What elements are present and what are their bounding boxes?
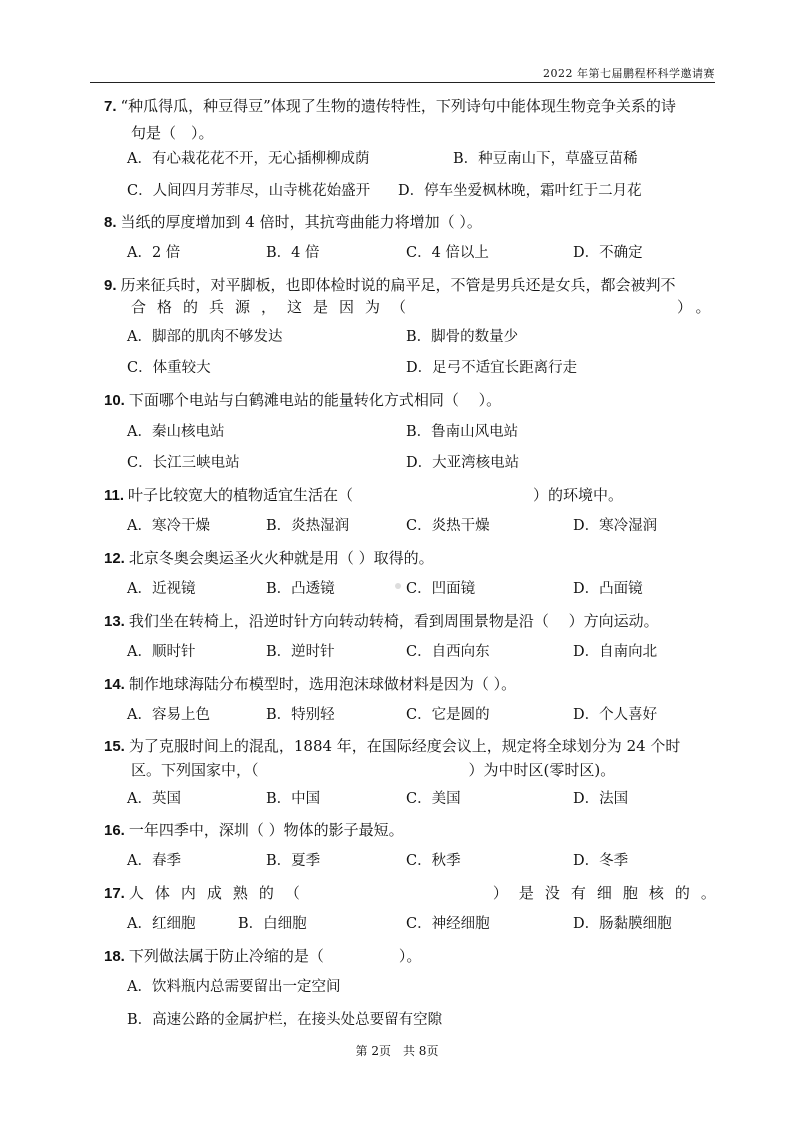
question-text: 制作地球海陆分布模型时，选用泡沫球做材料是因为（ ）。 (128, 675, 517, 693)
option-7c: C．人间四月芳菲尽，山寺桃花始盛开 (127, 183, 371, 199)
scan-speck (395, 583, 401, 589)
question-text: 人体内成熟的（ ）是没有细胞核的。 (128, 884, 727, 902)
option-10a: A．秦山核电站 (127, 424, 225, 440)
question-15-continuation: 区。下列国家中，（ ）为中时区(零时区)。 (131, 761, 616, 779)
option-17a: A．红细胞 (127, 916, 196, 932)
question-9-continuation: 合格的兵源，这是因为（ ）。 (131, 298, 722, 316)
question-17-stem (104, 879, 727, 908)
option-8c: C．4 倍以上 (406, 245, 489, 261)
question-11-stem (104, 481, 623, 510)
option-14a: A．容易上色 (127, 707, 210, 723)
option-18b: B．高速公路的金属护栏，在接头处总要留有空隙 (127, 1012, 443, 1028)
option-8b: B．4 倍 (266, 245, 320, 261)
option-7a: A．有心栽花花不开，无心插柳柳成荫 (127, 151, 370, 167)
option-16a: A．春季 (127, 853, 181, 869)
option-9a: A．脚部的肌肉不够发达 (127, 329, 283, 345)
question-16-stem (104, 816, 404, 845)
question-number: 17. (104, 885, 125, 902)
option-14c: C．它是圆的 (406, 707, 490, 723)
option-10c: C．长江三峡电站 (127, 455, 240, 471)
question-number: 11. (104, 487, 125, 504)
question-number: 8. (104, 214, 117, 231)
option-9b: B．脚骨的数量少 (406, 329, 519, 345)
option-13d: D．自南向北 (573, 644, 658, 660)
question-number: 10. (104, 392, 125, 409)
option-17c: C．神经细胞 (406, 916, 490, 932)
option-16d: D．冬季 (573, 853, 629, 869)
question-text: “种瓜得瓜，种豆得豆”体现了生物的遗传特性，下列诗句中能体现生物竞争关系的诗 (120, 97, 676, 115)
question-text: 下面哪个电站与白鹤滩电站的能量转化方式相同（ ）。 (128, 391, 502, 409)
question-12-stem (104, 544, 434, 573)
option-11b: B．炎热湿润 (266, 518, 350, 534)
option-14b: B．特别轻 (266, 707, 335, 723)
question-number: 14. (104, 676, 125, 693)
question-text: 为了克服时间上的混乱，1884 年，在国际经度会议上，规定将全球划分为 24 个时 (128, 737, 681, 755)
question-13-stem (104, 607, 659, 636)
option-17b: B．白细胞 (238, 916, 307, 932)
question-text: 一年四季中，深圳（ ）物体的影子最短。 (128, 821, 404, 839)
option-18a: A．饮料瓶内总需要留出一定空间 (127, 979, 341, 995)
option-9c: C．体重较大 (127, 360, 211, 376)
page-header (90, 62, 715, 83)
option-7b: B．种豆南山下，草盛豆苗稀 (453, 151, 638, 167)
question-text: 下列做法属于防止冷缩的是（ ）。 (128, 947, 422, 965)
question-text: 历来征兵时，对平脚板，也即体检时说的扁平足，不管是男兵还是女兵，都会被判不 (120, 276, 676, 294)
option-16b: B．夏季 (266, 853, 321, 869)
option-11a: A．寒冷干燥 (127, 518, 210, 534)
question-text: 叶子比较宽大的植物适宜生活在（ ）的环境中。 (128, 486, 624, 504)
option-12b: B．凸透镜 (266, 581, 335, 597)
page-number: 第 2页 共 8页 (355, 1044, 439, 1058)
question-10-stem (104, 386, 501, 415)
question-text: 当纸的厚度增加到 4 倍时，其抗弯曲能力将增加（ ）。 (120, 213, 482, 231)
option-9d: D．足弓不适宜长距离行走 (406, 360, 578, 376)
option-8a: A．2 倍 (127, 245, 181, 261)
question-14-stem (104, 670, 516, 699)
header-text: 2022 年第七届鹏程杯科学邀请赛 (543, 67, 715, 80)
option-14d: D．个人喜好 (573, 707, 658, 723)
question-text: 北京冬奥会奥运圣火火种就是用（ ）取得的。 (128, 549, 434, 567)
question-number: 18. (104, 948, 125, 965)
question-text: 我们坐在转椅上，沿逆时针方向转动转椅，看到周围景物是沿（ ）方向运动。 (128, 612, 659, 630)
option-12c: C．凹面镜 (406, 581, 476, 597)
question-number: 9. (104, 277, 117, 294)
option-15c: C．美国 (406, 791, 461, 807)
option-8d: D．不确定 (573, 245, 643, 261)
option-15a: A．英国 (127, 791, 181, 807)
option-12d: D．凸面镜 (573, 581, 643, 597)
question-number: 12. (104, 550, 125, 567)
option-16c: C．秋季 (406, 853, 461, 869)
option-15d: D．法国 (573, 791, 629, 807)
question-18-stem (104, 942, 421, 971)
option-13b: B．逆时针 (266, 644, 335, 660)
question-number: 7. (104, 98, 117, 115)
option-13c: C．自西向东 (406, 644, 490, 660)
question-number: 13. (104, 613, 125, 630)
option-10b: B．鲁南山风电站 (406, 424, 519, 440)
option-12a: A．近视镜 (127, 581, 196, 597)
option-10d: D．大亚湾核电站 (406, 455, 520, 471)
option-13a: A．顺时针 (127, 644, 196, 660)
option-11d: D．寒冷湿润 (573, 518, 658, 534)
option-15b: B．中国 (266, 791, 321, 807)
question-8-stem (104, 208, 482, 237)
question-number: 15. (104, 738, 125, 755)
question-number: 16. (104, 822, 125, 839)
question-7-stem (104, 92, 676, 121)
option-11c: C．炎热干燥 (406, 518, 490, 534)
question-7-continuation: 句是（ ）。 (131, 124, 214, 142)
option-17d: D．肠黏膜细胞 (573, 916, 672, 932)
option-7d: D．停车坐爱枫林晚，霜叶红于二月花 (398, 183, 642, 199)
